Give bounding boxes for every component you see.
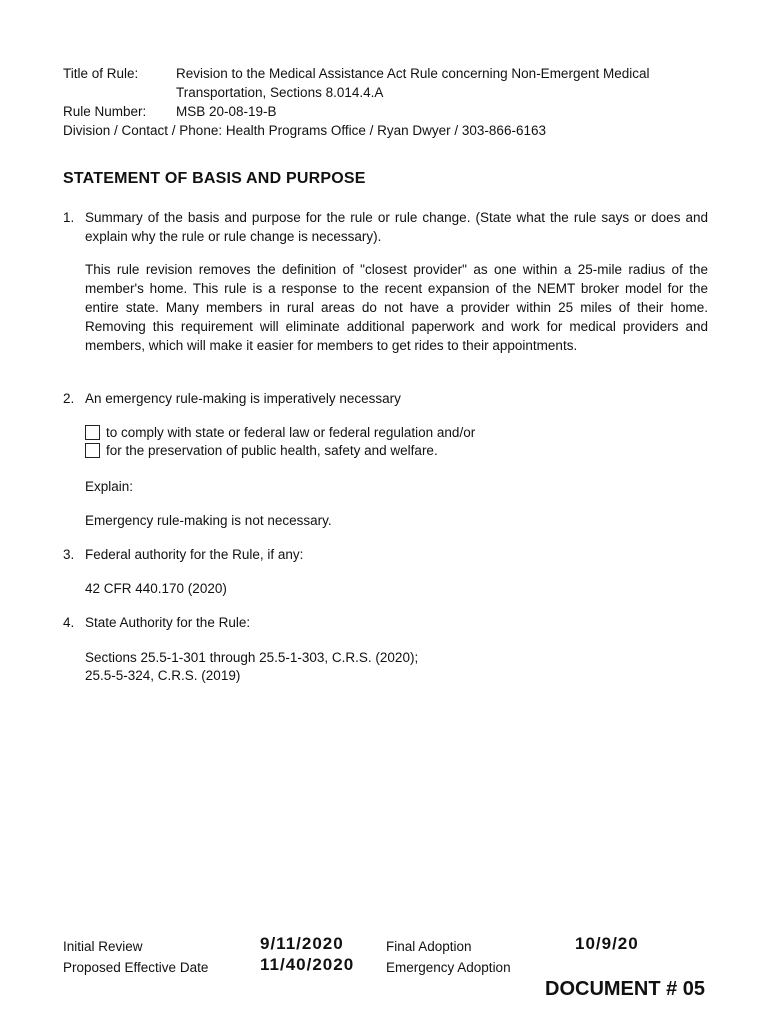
explain-label: Explain: (85, 479, 134, 494)
title-of-rule-row (63, 64, 650, 83)
section-heading: STATEMENT OF BASIS AND PURPOSE (63, 170, 366, 187)
rule-number-label: Rule Number: (63, 104, 147, 119)
title-of-rule-value-line2: Transportation, Sections 8.014.4.A (176, 85, 384, 100)
law-compliance-checkbox[interactable] (85, 425, 100, 440)
item-1-body: This rule revision removes the definition of "closest provider" as one within a 25-mile radius of the member's home. This rule is a response to the recent expansion of the NEMT broker model for the entire state. Many members in rural areas do not have a provider within 25 miles of their home. Removing this requirement will eliminate additional paperwork and work for medical providers and members, which will make it easier for members to get rides to their appointments. (85, 262, 708, 353)
item-2-number: 2. (63, 391, 75, 406)
item-3-text: Federal authority for the Rule, if any: (85, 547, 304, 562)
checkbox-row-welfare (85, 441, 438, 460)
item-4-body-line2: 25.5-5-324, C.R.S. (2019) (85, 668, 241, 683)
public-welfare-checkbox[interactable] (85, 443, 100, 458)
proposed-effective-date: 11/40/2020 (260, 955, 355, 974)
rule-number-value: MSB 20-08-19-B (176, 104, 277, 119)
item-1-number: 1. (63, 210, 75, 225)
rule-number-row (63, 102, 277, 121)
public-welfare-label: for the preservation of public health, safety and welfare. (106, 443, 438, 458)
item-4-text: State Authority for the Rule: (85, 615, 251, 630)
initial-review-label: Initial Review (63, 939, 143, 954)
emergency-adoption-label: Emergency Adoption (386, 960, 511, 975)
item-1-text: Summary of the basis and purpose for the rule or rule change. (State what the rule says or does and explain why the rule or rule change is necessary). (85, 210, 708, 244)
item-4-number: 4. (63, 615, 75, 630)
proposed-effective-label: Proposed Effective Date (63, 960, 209, 975)
final-adoption-label: Final Adoption (386, 939, 472, 954)
item-2 (63, 389, 401, 408)
item-1 (63, 208, 708, 246)
item-3-number: 3. (63, 547, 75, 562)
title-of-rule-value-line1: Revision to the Medical Assistance Act Rule concerning Non-Emergent Medical (176, 66, 650, 81)
title-of-rule-label: Title of Rule: (63, 66, 139, 81)
initial-review-date: 9/11/2020 (260, 934, 344, 953)
item-4 (63, 613, 250, 632)
explain-text: Emergency rule-making is not necessary. (85, 513, 332, 528)
item-4-body-line1: Sections 25.5-1-301 through 25.5-1-303, C.R.S. (2020); (85, 650, 419, 665)
final-adoption-date: 10/9/20 (575, 934, 639, 953)
document-number: DOCUMENT # 05 (545, 978, 706, 1000)
item-3 (63, 545, 303, 564)
law-compliance-label: to comply with state or federal law or federal regulation and/or (106, 425, 476, 440)
item-2-text: An emergency rule-making is imperatively necessary (85, 391, 401, 406)
item-3-body: 42 CFR 440.170 (2020) (85, 581, 227, 596)
division-contact-line: Division / Contact / Phone: Health Programs Office / Ryan Dwyer / 303-866-6163 (63, 123, 546, 138)
checkbox-row-law (85, 423, 475, 442)
